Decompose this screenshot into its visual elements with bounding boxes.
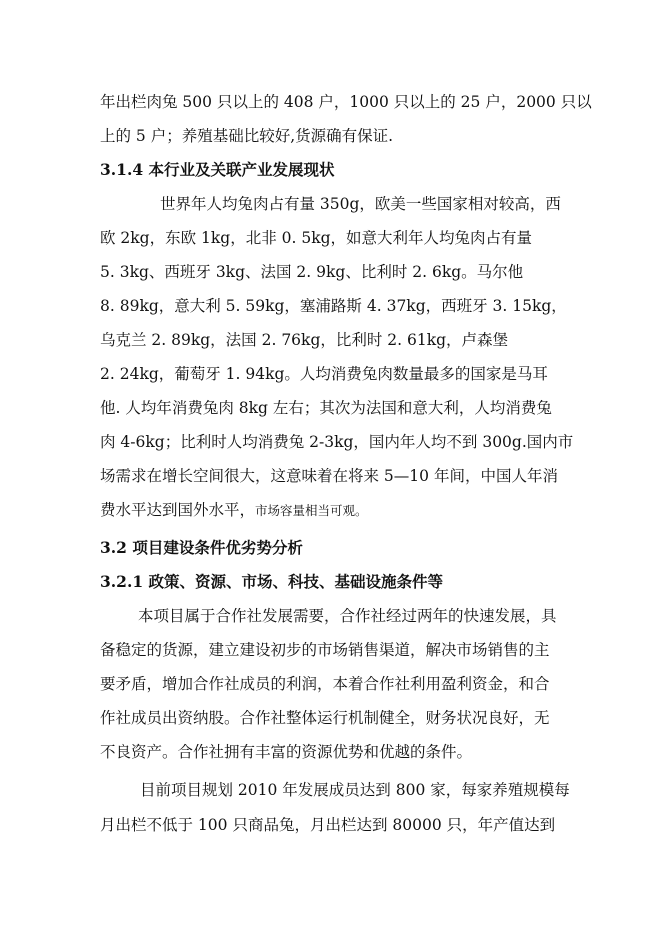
text-line: 肉 4-6kg；比利时人均消费兔 2-3kg，国内年人均不到 300g.国内市 [100, 433, 574, 451]
section-heading-3-2: 3.2 项目建设条件优劣势分析 [100, 538, 303, 557]
text-line: 上的 5 户；养殖基础比较好,货源确有保证. [100, 127, 394, 145]
text-line: 作社成员出资纳股。合作社整体运行机制健全，财务状况良好，无 [100, 709, 550, 727]
text-segment: 费水平达到国外水平， [100, 501, 256, 519]
text-line: 8. 89kg，意大利 5. 59kg，塞浦路斯 4. 37kg，西班牙 3. 15kg， [100, 297, 567, 315]
text-line: 本项目属于合作社发展需要，合作社经过两年的快速发展，具 [138, 607, 557, 625]
text-line: 年出栏肉兔 500 只以上的 408 户，1000 只以上的 25 户，2000 只以 [100, 93, 592, 111]
text-line: 不良资产。合作社拥有丰富的资源优势和优越的条件。 [100, 743, 473, 761]
text-line: 欧 2kg，东欧 1kg，北非 0. 5kg，如意大利年人均兔肉占有量 [100, 229, 533, 247]
text-line [100, 500, 368, 521]
text-line: 5. 3kg、西班牙 3kg、法国 2. 9kg、比利时 2. 6kg。马尔他 [100, 263, 524, 281]
text-line: 备稳定的货源，建立建设初步的市场销售渠道，解决市场销售的主 [100, 641, 550, 659]
text-line: 月出栏不低于 100 只商品兔，月出栏达到 80000 只，年产值达到 [100, 816, 556, 834]
text-line: 目前项目规划 2010 年发展成员达到 800 家，每家养殖规模每 [140, 781, 570, 799]
text-line: 要矛盾，增加合作社成员的利润，本着合作社利用盈利资金，和合 [100, 675, 550, 693]
text-segment-small: 市场容量相当可观。 [255, 503, 368, 518]
text-line: 乌克兰 2. 89kg，法国 2. 76kg，比利时 2. 61kg，卢森堡 [100, 331, 509, 349]
text-line: 2. 24kg，葡萄牙 1. 94kg。人均消费兔肉数量最多的国家是马耳 [100, 365, 548, 383]
text-line: 场需求在增长空间很大，这意味着在将来 5—10 年间，中国人年消 [100, 467, 558, 485]
text-line: 他. 人均年消费兔肉 8kg 左右；其次为法国和意大利，人均消费兔 [100, 399, 552, 417]
section-heading-3-2-1: 3.2.1 政策、资源、市场、科技、基础设施条件等 [100, 572, 444, 591]
text-line: 世界年人均兔肉占有量 350g，欧美一些国家相对较高，西 [160, 195, 561, 213]
section-heading-3-1-4: 3.1.4 本行业及关联产业发展现状 [100, 160, 335, 179]
